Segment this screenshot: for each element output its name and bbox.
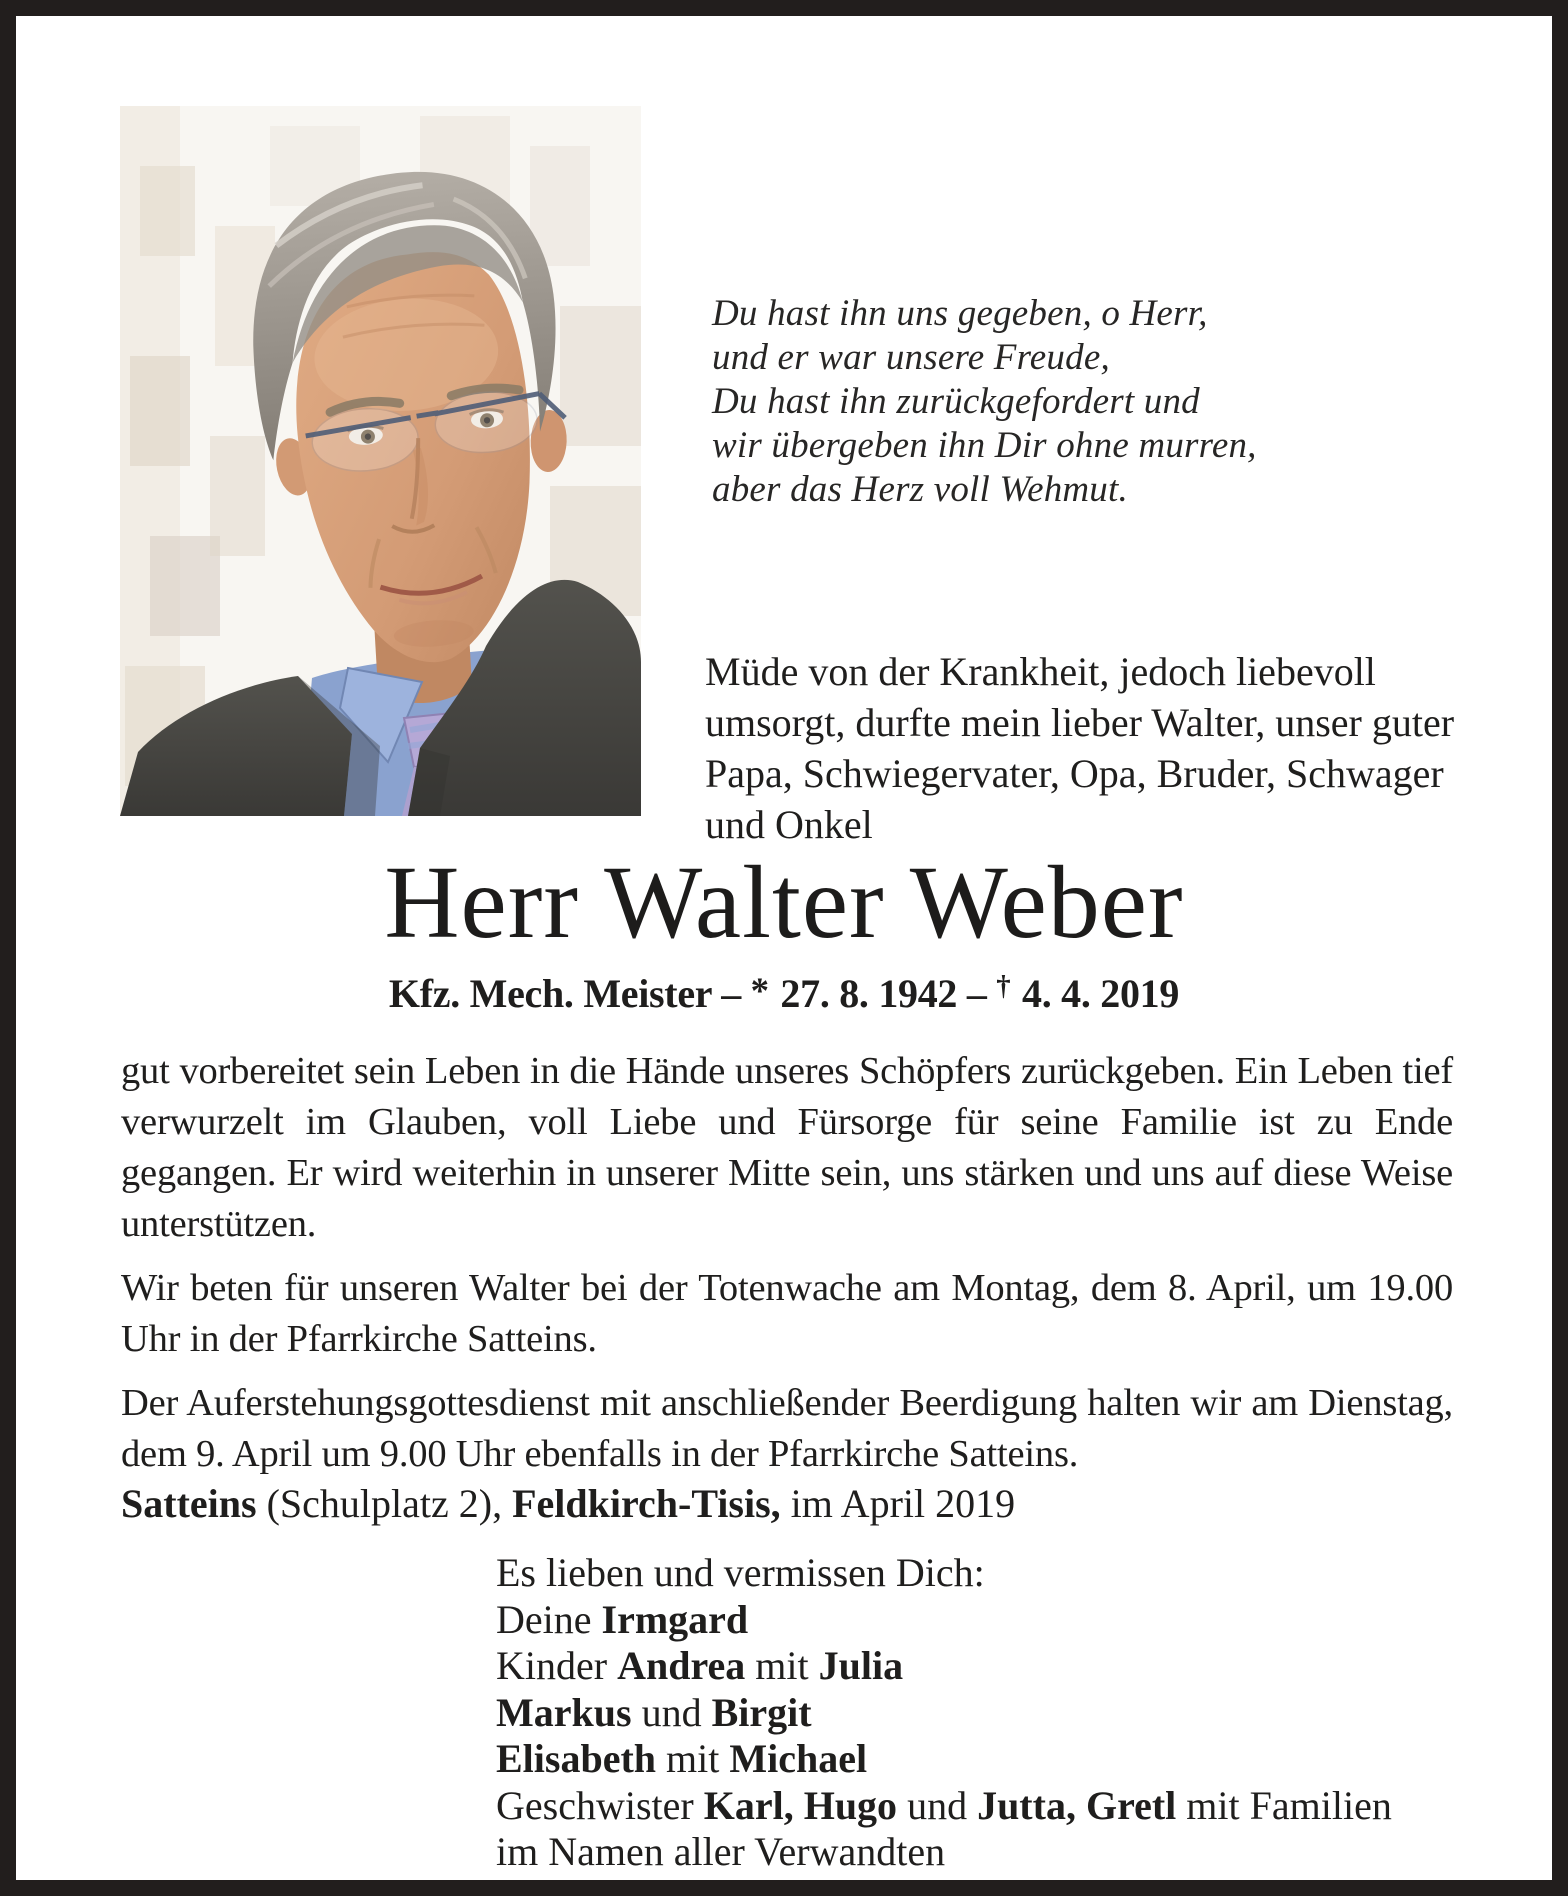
farewell-line [496, 1690, 1392, 1737]
text-segment: Feldkirch-Tisis, [512, 1481, 781, 1526]
text-segment: Jutta, Gretl [977, 1782, 1177, 1828]
text-segment: Julia [818, 1643, 904, 1688]
text-segment: mit [656, 1736, 730, 1781]
announcement-body [121, 1046, 1453, 1493]
text-segment: † [996, 970, 1011, 1002]
portrait-photo [120, 106, 641, 816]
text-segment: 27. 8. 1942 – [770, 971, 997, 1017]
text-segment: Elisabeth [496, 1736, 657, 1781]
text-segment: Markus [496, 1689, 632, 1735]
verse-line: Du hast ihn zurückgefordert und [712, 381, 1200, 422]
verse-line: Du hast ihn uns gegeben, o Herr, [712, 293, 1208, 334]
text-segment: (Schulplatz 2), [256, 1481, 513, 1526]
farewell-block [496, 1550, 1392, 1876]
text-segment: 4. 4. 2019 [1012, 971, 1180, 1017]
text-segment: Birgit [711, 1689, 812, 1735]
text-segment: Es lieben und vermissen Dich: [496, 1550, 985, 1595]
text-segment: Kfz. Mech. Meister – [388, 971, 751, 1017]
deceased-dates [16, 962, 1552, 1018]
place-date-line [121, 1480, 1015, 1528]
text-segment: Deine [496, 1596, 602, 1642]
text-segment: Irmgard [601, 1596, 749, 1642]
announcement-paragraph: Der Auferstehungsgottesdienst mit anschließender Beerdigung halten wir am Dienstag, dem 9. April um 9.00 Uhr ebenfalls in der Pfarrkirche Satteins. [121, 1382, 1453, 1475]
farewell-line [496, 1736, 1392, 1783]
verse-line: aber das Herz voll Wehmut. [712, 469, 1128, 510]
verse-line: wir übergeben ihn Dir ohne murren, [712, 425, 1257, 466]
text-segment: Michael [729, 1736, 868, 1781]
text-segment: mit [745, 1643, 819, 1688]
farewell-line [496, 1597, 1392, 1644]
deceased-name: Herr Walter Weber [384, 845, 1184, 960]
text-segment: Geschwister [496, 1782, 704, 1828]
announcement-paragraph: gut vorbereitet sein Leben in die Hände unseres Schöpfers zurückgeben. Ein Leben tief verwurzelt im Glauben, voll Liebe und Fürsorge für seine Familie ist zu Ende gegangen. Er wird weiterhin in unserer Mitte sein, uns stärken und uns auf diese Weise unterstützen. [121, 1050, 1453, 1245]
intro-text: Müde von der Krankheit, jedoch liebevoll umsorgt, durfte mein lieber Walter, unser guter Papa, Schwiegervater, Opa, Bruder, Schwager und Onkel [705, 649, 1455, 847]
farewell-line [496, 1643, 1392, 1690]
text-segment: und [631, 1689, 712, 1735]
farewell-line [496, 1829, 1392, 1876]
text-segment: im Namen aller Verwandten [496, 1829, 946, 1874]
text-segment: Karl, Hugo [703, 1782, 898, 1828]
farewell-line [496, 1783, 1392, 1830]
text-segment: Satteins [121, 1481, 257, 1526]
farewell-line [496, 1550, 1392, 1597]
text-segment: Andrea [617, 1643, 746, 1688]
text-segment: und [897, 1782, 978, 1828]
text-segment: im April 2019 [780, 1481, 1016, 1526]
text-segment: * [750, 970, 769, 1012]
announcement-paragraph: Wir beten für unseren Walter bei der Totenwache am Montag, dem 8. April, um 19.00 Uhr in der Pfarrkirche Satteins. [121, 1267, 1453, 1360]
text-segment: mit Familien [1176, 1782, 1392, 1828]
memorial-verse [712, 292, 1257, 512]
text-segment: Kinder [496, 1643, 618, 1688]
portrait-illustration [120, 106, 641, 816]
verse-line: und er war unsere Freude, [712, 337, 1110, 378]
